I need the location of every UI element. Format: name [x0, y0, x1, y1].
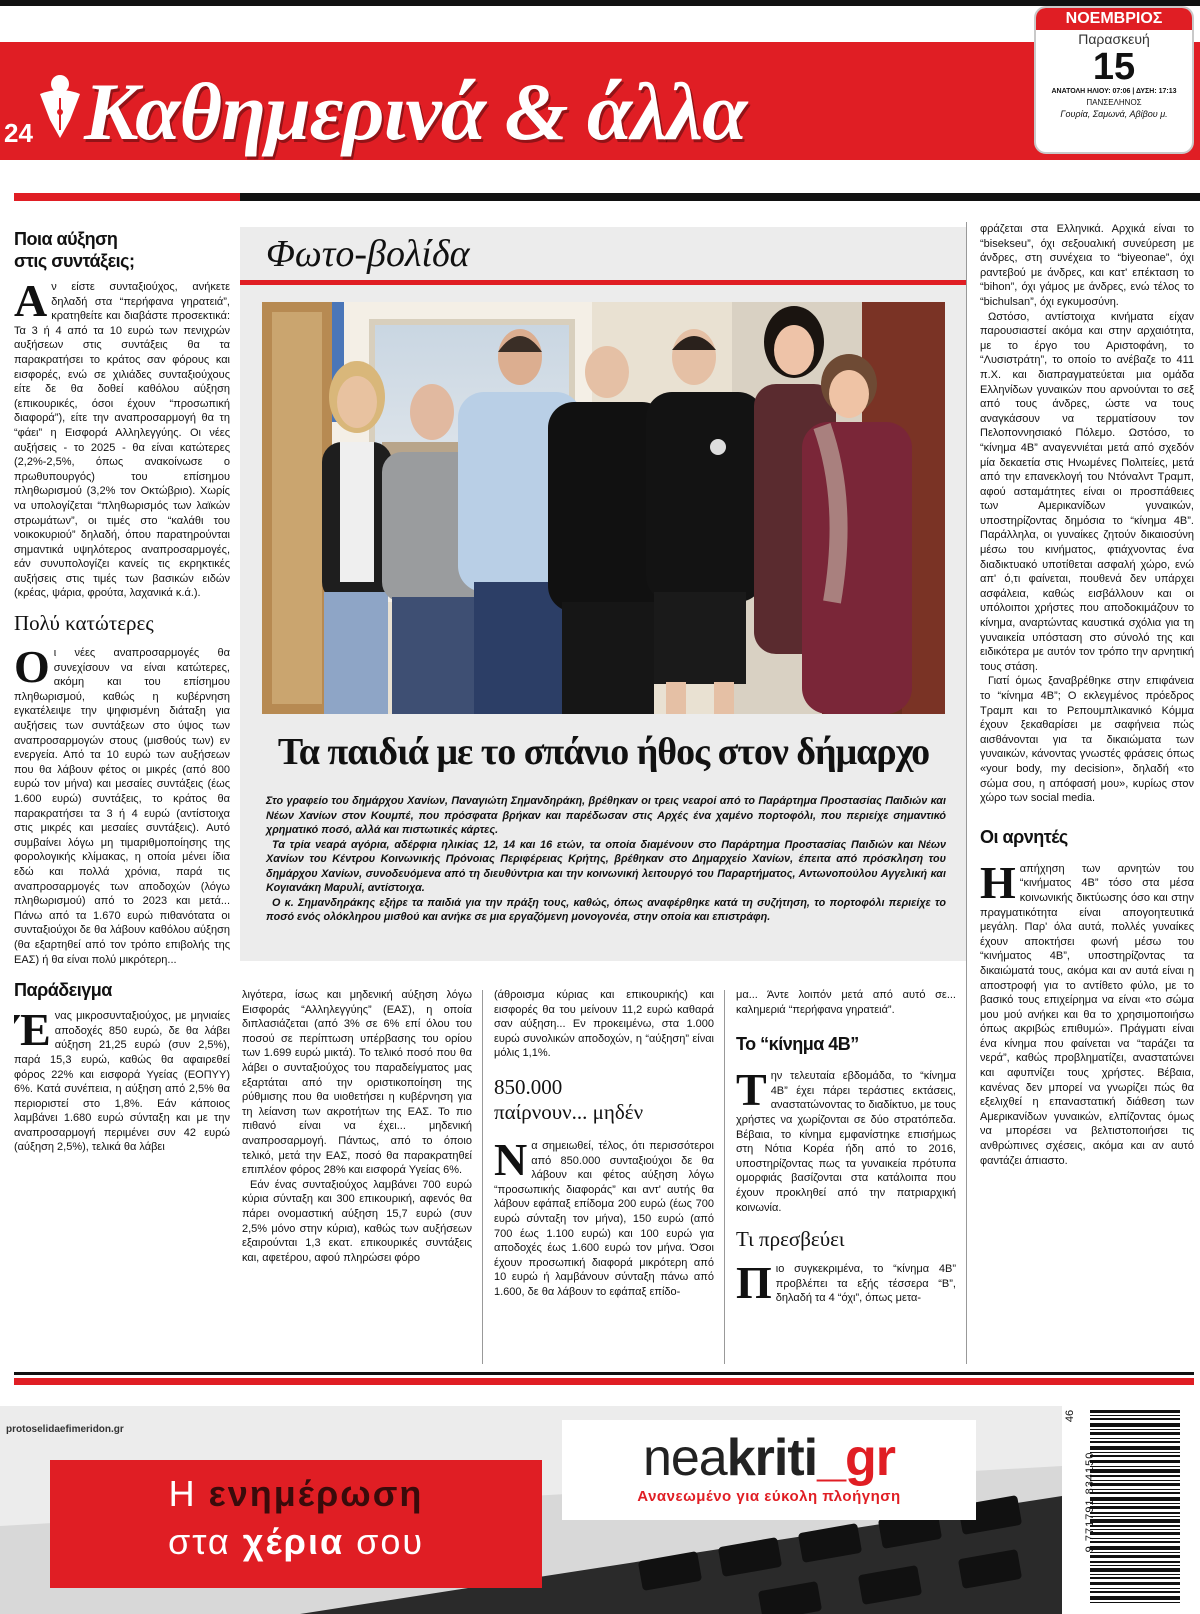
date-box	[1034, 6, 1194, 154]
bottom-red-rule	[14, 1378, 1194, 1385]
sun-info: ΑΝΑΤΟΛΗ ΗΛΙΟΥ: 07:06 | ΔΥΣΗ: 17:13	[1051, 88, 1177, 95]
column-divider	[724, 990, 725, 1364]
section-rule	[240, 280, 966, 285]
article-paragraph: Γιατί όμως ξαναβρέθηκε στην επιφάνεια το “κίνημα 4Β”; Ο εκλεγμένος πρόεδρος Τραμπ και το Ρεπουμπλικανικό Κόμμα έχουν ξεκαθαρίσει με σαφήνεια πώς αισθάνονται για τα δικαιώματα των γυναικών, κάνοντας γνωστές φράσεις όπως «your body, my decision», δηλαδή «το σώμα σου, η απόφασή μου», κυρίως στον χώρο των social media.	[980, 675, 1194, 805]
moon-info: ΠΑΝΣΕΛΗΝΟΣ	[1086, 98, 1142, 107]
barcode-icon	[1090, 1408, 1180, 1608]
ad-slogan: Η	[168, 1473, 209, 1514]
ad-logo-box	[562, 1420, 976, 1520]
top-border	[0, 0, 1200, 6]
heading-pension-increase: Ποια αύξηση στις συντάξεις;	[14, 229, 135, 271]
caption-paragraph: Τα τρία νεαρά αγόρια, αδέρφια ηλικίας 12, 14 και 16 ετών, τα οποία διαμένουν στο Παράρτημα Προστασίας Παιδιών και Νέων Χανίων του Κέντρου Κοινωνικής Πρόνοιας Περιφέρειας Κρήτης, βρέθηκαν στο Δημαρχείο Χανίων, έπειτα από πρόσκληση του δημάρχου Χανίων, συνοδευόμενα από τη διευθύντρια και την κοινωνική λειτουργό του Παραρτήματος, Αντωνοπούλου Αγγελική και Κογιανάκη Μαρυλί, αντίστοιχα.	[266, 838, 946, 894]
ad-slogan-bold: χέρια	[242, 1521, 345, 1562]
date-month: ΝΟΕΜΒΡΙΟΣ	[1036, 8, 1192, 30]
red-rule	[14, 193, 240, 201]
drop-cap: Π	[736, 1257, 772, 1309]
article-paragraph: νας μικροσυνταξιούχος, με μηνιαίες αποδοχές 850 ευρώ, δε θα λάβει αύξηση 21,25 ευρώ (συν 2,5%), παρά 15,3 ευρώ, καθώς θα αφαιρεθεί φόρος 22% και εισφορά Υγείας (ΕΟΠΥΥ) 6%. Κατά συνέπεια, η αύξηση από 2,5% θα περιοριστεί στο 1,8%. Εάν κάποιος λαμβάνει 1.680 ευρώ σύνταξη και με την αναπροσαρμογή περιμένει συν 42 ευρώ (αύξηση 2,5%), τελικά θα λάβει	[14, 1010, 230, 1154]
black-rule	[240, 193, 1200, 201]
logo-part-bold: kriti	[726, 1429, 818, 1487]
article-paragraph: Ωστόσο, αντίστοιχα κινήματα είχαν παρουσιαστεί ακόμα και στην αρχαιότητα, με το έργο του Αριστοφάνη, το “Λυσιστράτη”, το οποίο το ανέβαζε το 411 π.Χ. και διαπραγματεύεται μια ομάδα Ελληνίδων γυναικών που αρνούνται το σεξ από τους άνδρες, ώστε να τους αναγκάσουν να τερματίσουν τον Πελοποννησιακό Πόλεμο. Ωστόσο, το “κίνημα 4Β” αναγεννιέται μετά από σχεδόν μία δεκαετία στις Ηνωμένες Πολιτείες, μετά από την επανεκλογή του Ντόναλντ Τραμπ, αφού ασταμάτητες είναι οι προσπάθειες των Αμερικανίδων γυναικών, υποστηρίζοντας δημόσια το “κίνημα 4Β”. Παράλληλα, οι γυναίκες ζητούν δικαιοσύνη μέσω του κινήματος, φτιάχνοντας ένα διαδικτυακό υποτίθεται ασφαλή χώρο, ενώ απ' ό,τι φαίνεται, πουθενά δεν υπάρχει ασφάλεια, καθώς εισβάλλουν και οι υπόλοιποι χρήστες που αποδοκιμάζουν το κίνημα, αναρτώντας καυστικά σχόλια για τη γυναικεία υπόσταση στο σύνολό της και ειδικότερα με αυτόν τον τρόπο την αρνητική τους στάση.	[980, 310, 1194, 673]
masthead-title: Καθημερινά & άλλα	[84, 66, 747, 157]
article-paragraph: α σημειωθεί, τέλος, ότι περισσότεροι από 850.000 συνταξιούχοι δε θα λάβουν και φέτος αύξηση λόγω “προσωπικής διαφοράς” και αντ' αυτής θα λάβουν εφάπαξ επίδομα 200 ευρώ (έως 700 ευρώ σύνταξη τον μήνα), 150 ευρώ (από 700 έως 1.100 ευρώ) και 100 ευρώ για αποδοχές έως 1.600 ευρώ τον μήνα. Όσοι έχουν προσωπική διαφορά μικρότερη από 10 ευρώ ή λαμβάνουν σύνταξη πάνω από 1.600, δε θα λάβουν το εφάπαξ επίδο-	[494, 1139, 714, 1298]
drop-cap: Ο	[14, 641, 50, 693]
date-weekday: Παρασκευή	[1078, 31, 1150, 47]
left-column	[14, 222, 230, 1364]
middle-column-1	[242, 988, 472, 1364]
drop-cap: Ν	[494, 1133, 528, 1185]
heading-what-it-stands-for: Τι πρεσβεύει	[736, 1227, 845, 1252]
page-number: 24	[4, 118, 33, 148]
caption-paragraph: Στο γραφείο του δημάρχου Χανίων, Παναγιώτη Σημανδηράκη, βρέθηκαν οι τρεις νεαροί από το Παράρτημα Προστασίας Παιδιών και Νέων Χανίων στον Κουμπέ, που πρόσφατα βρήκαν και παρέδωσαν στις Αρχές ένα χαμένο πορτοφόλι, που περιείχε σημαντικό χρηματικό ποσό, αλλά και πιστωτικές κάρτες.	[266, 795, 946, 836]
right-column	[980, 222, 1194, 1364]
heading-deniers: Οι αρνητές	[980, 826, 1068, 847]
section-title: Φωτο-βολίδα	[266, 233, 470, 275]
article-paragraph: ιο συγκεκριμένα, το “κίνημα 4Β” προβλέπει τα εξής τέσσερα “Β”, δηλαδή τα 4 “όχι”, όπως μετα-	[775, 1263, 956, 1305]
article-paragraph: (άθροισμα κύριας και επικουρικής) και εισφορές θα του μείνουν 11,2 ευρώ καθαρά σαν αύξηση... Εν προκειμένω, στα 1.000 ευρώ συνολικών αποδοχών, η “αύξηση” είναι μόλις 1,1%.	[494, 989, 714, 1060]
issue-number: 46	[1064, 1409, 1077, 1423]
article-paragraph: ην τελευταία εβδομάδα, το “κίνημα 4Β” έχει πάρει τεράστιες εκτάσεις, αναστατώνοντας το διαδίκτυο, με τους χρήστες να χωρίζονται σε δύο στρατόπεδα. Βέβαια, το κίνημα εμφανίστηκε επισήμως στη Νότια Κορέα ήδη από το 2016, υποστηρίζοντας πως τα γυναικεία πρότυπα ομορφιάς βασίζονται στα κατάλοιπα που έχουν προκληθεί από την πατριαρχική κοινωνία.	[736, 1070, 956, 1214]
drop-cap: Έ	[14, 1004, 51, 1056]
ad-slogan-box	[50, 1460, 542, 1588]
headline: Τα παιδιά με το σπάνιο ήθος στον δήμαρχο	[277, 731, 930, 773]
article-paragraph: φράζεται στα Ελληνικά. Αρχικά είναι το “bisekseu”, όχι σεξουαλική συνεύρεση με άνδρες, στη συνέχεια το “biyeonae”, όχι ραντεβού με άνδρες, και κατ' επέκταση το “bihon”, όχι γάμος με άνδρες, ενώ τέλος το “bichulsan”, όχι εγκυμοσύνη.	[980, 223, 1194, 308]
drop-cap: Τ	[736, 1064, 767, 1116]
heading-example: Παράδειγμα	[14, 980, 112, 1001]
middle-column-3	[736, 988, 956, 1364]
column-divider	[482, 990, 483, 1364]
namedays: Γουρία, Σαμωνά, Αβίβου μ.	[1060, 109, 1168, 119]
heading-much-lower: Πολύ κατώτερες	[14, 611, 154, 636]
logo-part: nea	[642, 1429, 727, 1487]
ad-slogan: στα	[167, 1521, 243, 1562]
middle-column-2	[494, 988, 714, 1364]
barcode	[1062, 1400, 1200, 1614]
article-paragraph: Εάν ένας συνταξιούχος λαμβάνει 700 ευρώ κύρια σύνταξη και 300 επικουρική, αφενός θα πάρει ονομαστική αύξηση 15,7 ευρώ (συν 2,5% μόνο στην κύρια), καθώς των αυξήσεων εξαιρούνται 1,3 εκατ. επικουρικές συντάξεις και, αφετέρου, αφού πληρώσει φόρο	[242, 1178, 472, 1264]
article-paragraph: ν είστε συνταξιούχος, ανήκετε δηλαδή στα “περήφανα γηρατειά”, κρατηθείτε και διαβάστε προσεκτικά: Τα 3 ή 4 από τα 10 ευρώ των πενιχρών αυξήσεων στις συντάξεις θα τα παρακρατήσει το κράτος σαν φόρους και εισφορές, ενώ σε χιλιάδες συνταξιούχους είτε δε θα δοθεί καθόλου αύξηση (επικουρικές, όσοι έχουν “προσωπική διαφορά”), είτε την αναπροσαρμογή θα τη “φάει” η Εισφορά Αλληλεγγύης. Οι νέες αυξήσεις - το 2025 - θα είναι κατώτερες (2,2%-2,5%, όπως ανακοίνωσε ο πρωθυπουργός) του επίσημου πληθωρισμού (3,2% τον Οκτώβριο). Χωρίς να υπολογίζεται “πληθωρισμός των λαϊκών στρωμάτων”, οι τιμές στο “καλάθι του νοικοκυριού” δηλαδή, όπου παρατηρούνται σημαντικά υψηλότερος αναπροσαρμογές, εάν συνυπολογίζει κανείς τις εκρηκτικές αυξήσεις στις τιμές των βασικών ειδών (κρέας, ψάρια, φρούτα, λαχανικά κ.ά.).	[14, 281, 230, 600]
ad-slogan-bold: ενημέρωση	[208, 1473, 424, 1514]
drop-cap: Α	[14, 275, 48, 326]
heading-4b-movement: Το “κίνημα 4Β”	[736, 1034, 859, 1055]
article-paragraph: ι νέες αναπροσαρμογές θα συνεχίσουν να είναι κατώτερες, ακόμη και του επίσημου πληθωρισμού, καθώς η κυβέρνηση εγκατέλειψε την ψηφισμένη διάταξη για αυξήσεις των συντάξεων στο ύψος των αναπροσαρμογών στους (μισθούς των) εν ενεργεία. Από τα 10 ευρώ των αυξήσεων που θα λάβουν φέτος οι μικρές (από 800 ευρώ τον μήνα) και μεσαίες συντάξεις (έως 1.600 ευρώ) συντάξεις, το κράτος θα παρακρατήσει τα 3 ή 4 ευρώ (αντίστοιχα στις μικρές και μεσαίες συντάξεις). Αυτό συμβαίνει λόγω μη τιμαριθμοποίησης της φορολογικής κλίμακας, η οποία μένει ίδια εδώ και πολλά χρόνια, παρά τις αναπροσαρμογές των αποδοχών (λόγω πληθωρισμού) από το 2023 και μετά... Πάνω από τα 1.670 ευρώ πιθανότατα οι συνταξιούχοι δε θα λάβουν καθόλου αύξηση (θα εξαρτηθεί από τον τρόπο επιβολής της ΕΑΣ) ή θα είναι πολύ μικρότερη...	[14, 647, 230, 966]
photo-caption	[266, 794, 946, 925]
heading-850000: 850.000 παίρνουν... μηδέν	[494, 1074, 644, 1124]
drop-cap: Η	[980, 856, 1016, 908]
watermark: protoselidaefimeridon.gr	[6, 1424, 124, 1435]
date-day: 15	[1092, 46, 1136, 88]
article-paragraph: λιγότερα, ίσως και μηδενική αύξηση λόγω Εισφοράς “Αλληλεγγύης” (ΕΑΣ), η οποία διπλασιάζεται (από 3% σε 6% επί όλου του ποσού σε περίπτωση υπέρβασης του ορίου των 1.699 ευρώ μικτά). Το τελικό ποσό που θα λάβει ο συνταξιούχος του παραδείγματος μας εξαρτάται από την οριστικοποίηση της ρύθμισης που θα υιοθετήσει η κυβέρνηση για τη λείανση των ακροτήτων της ΕΑΣ. Το πιο πιθανό είναι να έχει... μηδενική αναπροσαρμογή. Πάντως, από το όποιο τελικό, μετά την ΕΑΣ, ποσό θα παρακρατηθεί επιπλέον φόρος 28% και εισφορά Υγείας 6%.	[242, 989, 472, 1177]
group-photo	[262, 302, 945, 714]
ad-slogan: σου	[344, 1521, 425, 1562]
article-paragraph: απήχηση των αρνητών του “κινήματος 4Β” τόσο στα μέσα κοινωνικής δικτύωσης όσο και στην πραγματικότητα είναι απογοητευτικά μεγάλη. Παρ' όλα αυτά, πολλές γυναίκες έχουν αποκτήσει φωνή μέσω του “κινήματος 4Β”, υποστηρίζοντας τα δικαιώματά τους, ακόμα και αν αυτά είναι η αποστροφή για το αντίθετο φύλο, με το βασικό τους επιχείρημα να είναι «το σώμα μου μού ανήκει και θα το χρησιμοποιήσω όπως ακριβώς επιθυμώ». Πράγματι είναι ένα κίνημα που φαίνεται να “ταράζει τα νερά”, καθώς προβληματίζει, αναστατώνει και αφυπνίζει τους χρήστες. Βέβαια, κανένας δεν μπορεί να γνωρίζει πώς θα εξελιχθεί η επαναστατική διάθεση των Αμερικανίδων γυναικών, ελπίζοντας όμως να μπορέσει να βελτιστοποιήσει τις ανθρώπινες σχέσεις, ακόμα και αν αυτό φαντάζει άπιαστο.	[980, 862, 1194, 1167]
logo-subtitle: Ανανεωμένο για εύκολη πλοήγηση	[637, 1488, 901, 1505]
bottom-rule	[14, 1372, 1194, 1375]
caption-paragraph: Ο κ. Σημανδηράκης εξήρε τα παιδιά για την πράξη τους, καθώς, όπως αναφέρθηκε κατά τη συζήτηση, το πορτοφόλι περιείχε το ποσό ενός ολόκληρου μισθού και ανήκε σε μια εργαζόμενη μονογονέα, στην οποία και επιστράφη.	[266, 896, 946, 923]
pen-logo-icon	[34, 72, 86, 140]
logo-part-red: _gr	[817, 1429, 896, 1487]
barcode-number: 9 771791 834150	[1084, 1451, 1096, 1553]
column-divider	[966, 222, 967, 1364]
article-paragraph: μα... Άντε λοιπόν μετά από αυτό σε... καλημεριά “περήφανα γηρατειά”.	[736, 989, 956, 1016]
